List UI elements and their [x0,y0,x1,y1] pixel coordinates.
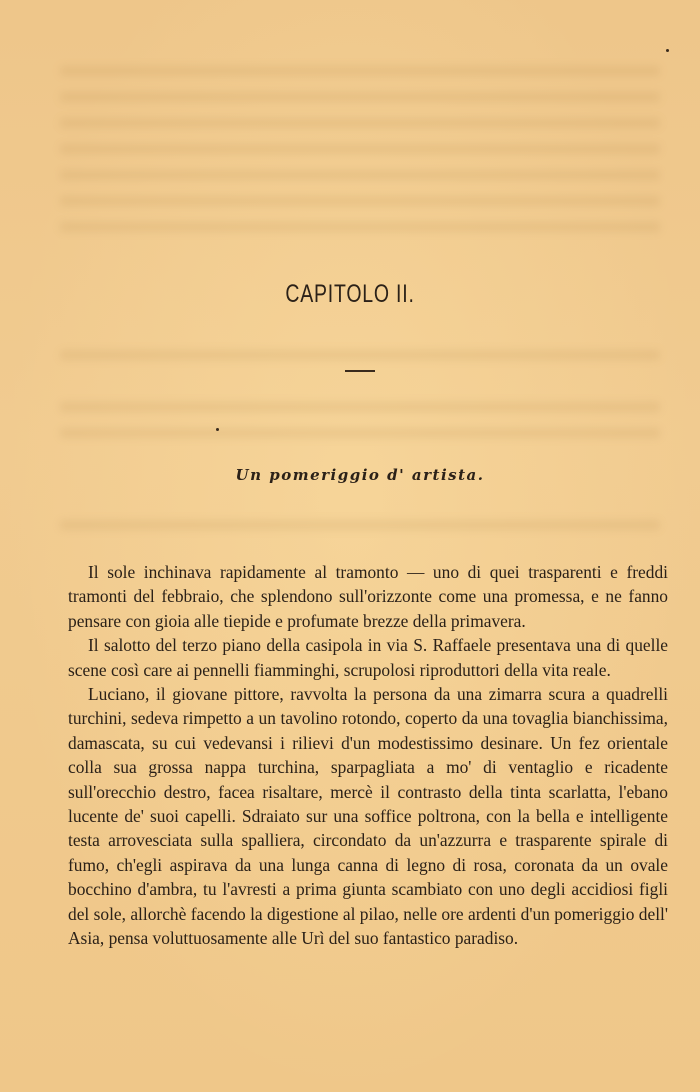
paragraph-3: Luciano, il giovane pittore, ravvolta la persona da una zimarra scura a quadrelli turchini, sedeva rimpetto a un tavolino rotondo, coperto da una tovaglia bianchissima, damascata, su cui vedevansi i rilievi d'un modestissimo desinare. Un fez orientale colla sua grossa nappa turchina, sparpagliata a mo' di ventaglio e ricadente sull'orecchio destro, facea risaltare, mercè il contrasto della tinta scarlatta, l'ebano lucente de' suoi capelli. Sdraiato sur una soffice poltrona, con la bella e intelligente testa arrovesciata sulla spalliera, circondato da un'azzurra e trasparente spirale di fumo, ch'egli aspirava da una lunga canna di legno di rosa, coronata da un ovale bocchino d'ambra, tu l'avresti a prima giunta scambiato con uno degli accidiosi figli del sole, allorchè facendo la digestione al pilao, nelle ore ardenti d'un pomeriggio dell' Asia, pensa voluttuosamente alle Urì del suo fantastico paradiso. [68,684,668,949]
chapter-title: CAPITOLO II. [285,280,415,308]
bleed-through-line [60,428,660,438]
bleed-through-line [60,222,660,232]
paragraph-1: Il sole inchinava rapidamente al tramonto — uno di quei trasparenti e freddi tramonti del febbraio, che splendono sull'orizzonte come una promessa, e ne fanno pensare con gioia alle tiepide e profumate brezze della primavera. [68,562,668,631]
paragraph-2: Il salotto del terzo piano della casipola in via S. Raffaele presentava una di quelle scene così care ai pennelli fiamminghi, scrupolosi riproduttori della vita reale. [68,635,668,680]
bleed-through-line [60,118,660,128]
ink-speck [666,49,669,52]
bleed-through-line [60,170,660,180]
bleed-through-line [60,144,660,154]
chapter-divider [345,370,375,372]
body-text [68,560,668,951]
ink-speck [216,428,219,431]
bleed-through-line [60,196,660,206]
bleed-through-line [60,402,660,412]
bleed-through-line [60,350,660,360]
bleed-through-line [60,66,660,76]
chapter-subtitle: Un pomeriggio d' artista. [235,466,485,484]
bleed-through-line [60,92,660,102]
bleed-through-line [60,520,660,530]
